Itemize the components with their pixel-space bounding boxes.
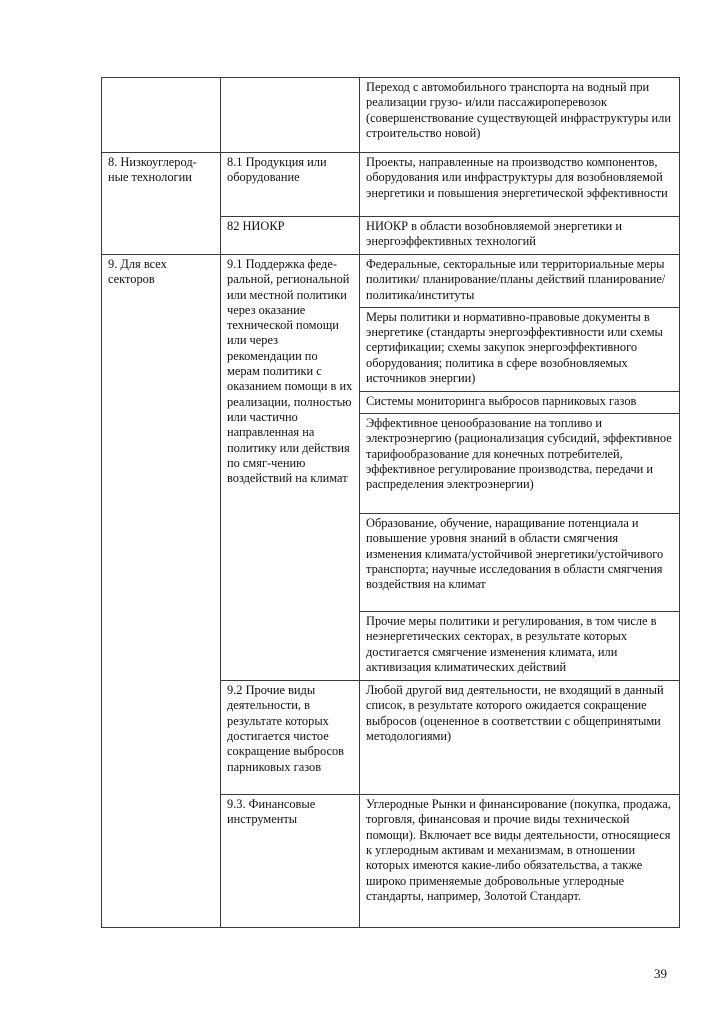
table-row: [102, 78, 680, 153]
description-cell: Системы мониторинга выбросов парниковых газов: [360, 391, 680, 413]
description-cell: Проекты, направленные на производство компонентов, оборудования или инфраструктуры для возобновляемой энергетики и повышения энергетической эффективности: [360, 153, 680, 217]
table-row: [102, 255, 680, 308]
description-cell: Эффективное ценообразование на топливо и электроэнергию (рационализация субсидий, эффективное тарифообразование для конечных потребителей, эффективное регулирование производства, передачи и распределения электроэнергии): [360, 414, 680, 514]
subcategory-cell: 82 НИОКР: [221, 217, 360, 255]
description-cell: Прочие меры политики и регулирования, в том числе в неэнергетических секторах, в результате которых достигается смягчение изменения климата, или активизация климатических действий: [360, 612, 680, 681]
subcategory-cell: 8.1 Продукция или оборудование: [221, 153, 360, 217]
sector-cell: 8. Низкоуглерод-ные технологии: [102, 153, 221, 255]
description-cell: Любой другой вид деятельности, не входящий в данный список, в результате которого ожидается сокращение выбросов (оцененное в соответствии с общепринятыми методологиями): [360, 681, 680, 795]
activities-table: [101, 77, 680, 928]
description-cell: Федеральные, секторальные или территориальные меры политики/ планирование/планы действий планирование/политика/институты: [360, 255, 680, 308]
description-cell: НИОКР в области возобновляемой энергетики и энергоэффективных технологий: [360, 217, 680, 255]
description-cell: Переход с автомобильного транспорта на водный при реализации грузо- и/или пассажироперевозок (совершенствование существующей инфраструктуры или строительство новой): [360, 78, 680, 153]
description-cell: Углеродные Рынки и финансирование (покупка, продажа, торговля, финансовая и прочие виды технической помощи). Включает все виды деятельности, относящиеся к углеродным активам и механизмам, в отношении которых имеются какие-либо обязательства, а также широко применяемые добровольные углеродные стандарты, например, Золотой Стандарт.: [360, 795, 680, 928]
subcategory-cell: 9.1 Поддержка феде-ральной, региональной или местной политики через оказание технической помощи или через рекомендации по мерам политики с оказанием помощи в их реализации, полностью или частично направленная на политику или действия по смяг-чению воздействий на климат: [221, 255, 360, 681]
description-cell: Меры политики и нормативно-правовые документы в энергетике (стандарты энергоэффективности или схемы сертификации; схемы закупок энергоэффективного оборудования; политика в сфере возобновляемых источников энергии): [360, 307, 680, 391]
sector-cell: [102, 78, 221, 153]
subcategory-cell: [221, 78, 360, 153]
description-cell: Образование, обучение, наращивание потенциала и повышение уровня знаний в области смягчения изменения климата/устойчивой энергетики/устойчивого транспорта; научные исследования в области смягчения воздействия на климат: [360, 514, 680, 612]
subcategory-cell: 9.2 Прочие виды деятельности, в результате которых достигается чистое сокращение выбросов парниковых газов: [221, 681, 360, 795]
sector-cell: 9. Для всех секторов: [102, 255, 221, 928]
table-row: [102, 153, 680, 217]
subcategory-cell: 9.3. Финансовые инструменты: [221, 795, 360, 928]
page-number: 39: [654, 966, 667, 981]
